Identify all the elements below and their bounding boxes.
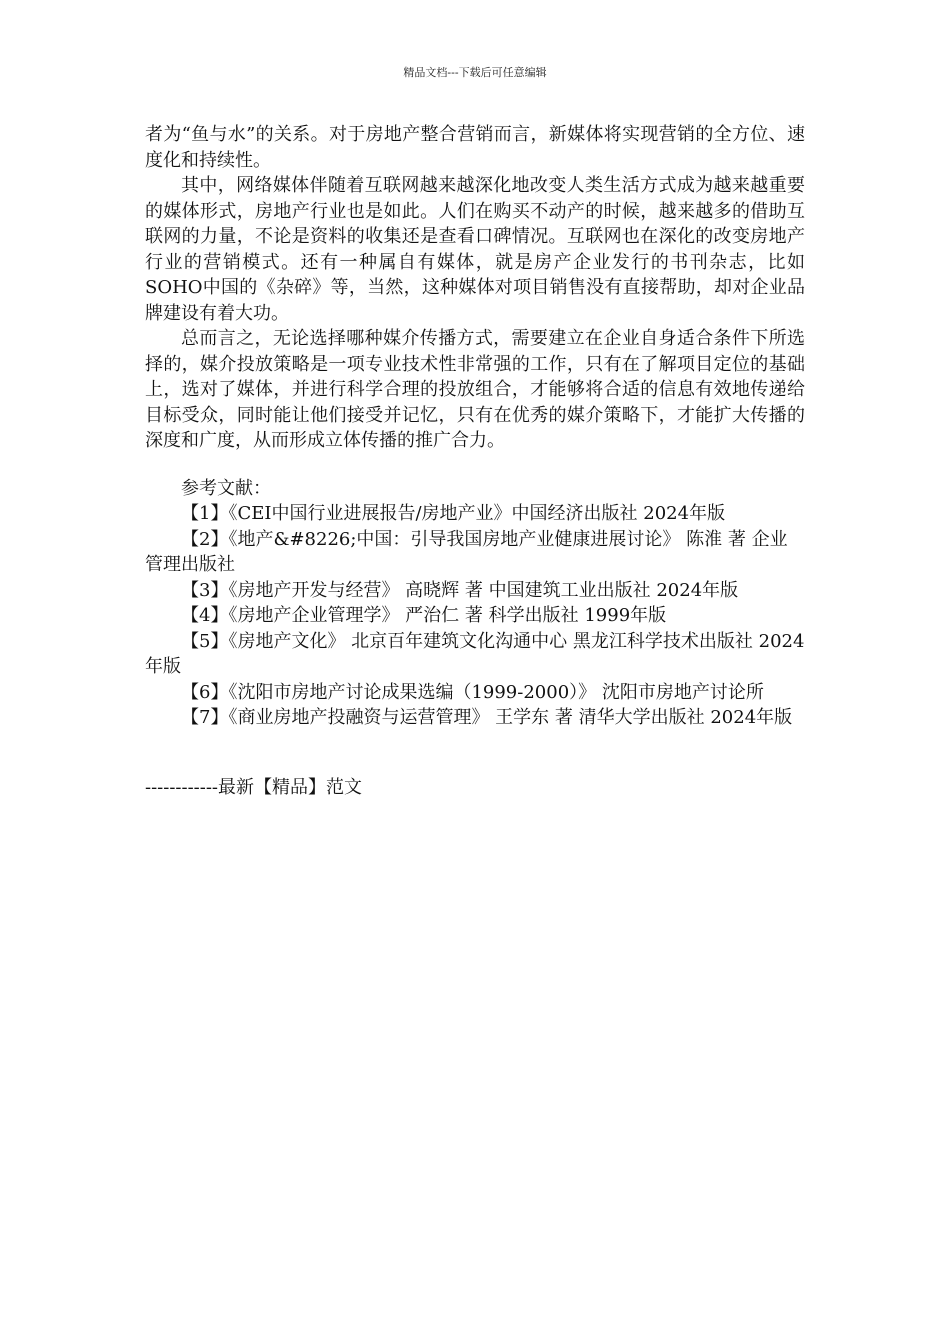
reference-item: 【4】《房地产企业管理学》 严治仁 著 科学出版社 1999年版: [181, 605, 667, 626]
document-body: [145, 122, 805, 800]
reference-item: 【3】《房地产开发与经营》 高晓辉 著 中国建筑工业出版社 2024年版: [181, 579, 739, 601]
body-paragraph: 其中，网络媒体伴随着互联网越来越深化地改变人类生活方式成为越来越重要的媒体形式，房地产行业也是如此。人们在购买不动产的时候，越来越多的借助互联网的力量，不论是资料的收集还是查看口碑情况。互联网也在深化的改变房地产行业的营销模式。还有一种属自有媒体，就是房产企业发行的书刊杂志，比如SOHO中国的《杂碎》等，当然，这种媒体对项目销售没有直接帮助，却对企业品牌建设有着大功。: [145, 175, 805, 324]
body-paragraph: 总而言之，无论选择哪种媒介传播方式，需要建立在企业自身适合条件下所选择的，媒介投放策略是一项专业技术性非常强的工作，只有在了解项目定位的基础上，选对了媒体，并进行科学合理的投放组合，才能够将合适的信息有效地传递给目标受众，同时能让他们接受并记忆，只有在优秀的媒介策略下，才能扩大传播的深度和广度，从而形成立体传播的推广合力。: [145, 328, 805, 451]
page-header: 精品文档---下载后可任意编辑: [403, 66, 547, 79]
references-title: 参考文献：: [181, 477, 271, 499]
reference-item: 【2】《地产&#8226;中国：引导我国房地产业健康进展讨论》 陈淮 著 企业管理出版社: [145, 528, 788, 575]
reference-item: 【1】《CEI中国行业进展报告/房地产业》中国经济出版社 2024年版: [181, 503, 726, 524]
page-footer: ------------最新【精品】范文: [145, 776, 362, 798]
reference-item: 【7】《商业房地产投融资与运营管理》 王学东 著 清华大学出版社 2024年版: [181, 707, 793, 728]
body-paragraph: 者为“鱼与水”的关系。对于房地产整合营销而言，新媒体将实现营销的全方位、速度化和持续性。: [145, 124, 805, 171]
reference-item: 【5】《房地产文化》 北京百年建筑文化沟通中心 黑龙江科学技术出版社 2024年版: [145, 630, 805, 677]
reference-item: 【6】《沈阳市房地产讨论成果选编（1999-2000）》 沈阳市房地产讨论所: [181, 681, 764, 703]
